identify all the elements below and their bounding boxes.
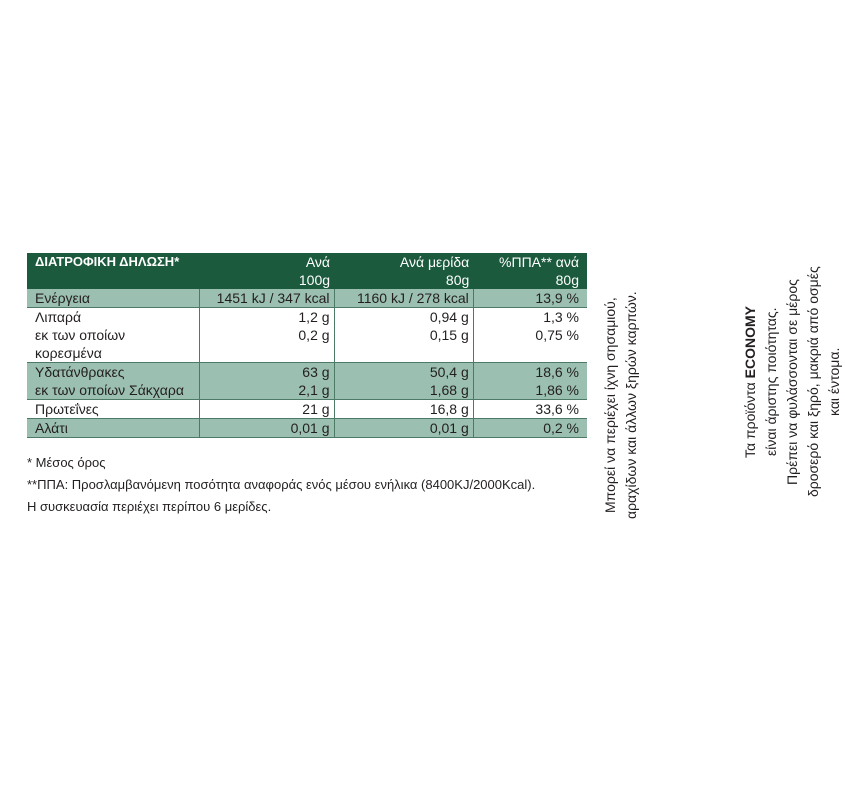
nutrition-label xyxy=(27,253,587,518)
value-sugars-serving: 1,68 g xyxy=(429,382,469,398)
storage-line-1: Πρέπει να φυλάσσονται σε μέρος xyxy=(784,279,800,485)
column-per-100g-line2: 100g xyxy=(298,272,331,288)
row-per100: 1451 kJ / 347 kcal xyxy=(200,289,334,308)
allergen-line-2: αραχίδων και άλλων ξηρών καρπών. xyxy=(623,291,639,519)
quality-line-2: είναι άριστης ποιότητας. xyxy=(763,307,779,457)
row-label-saturated: εκ των οποίων κορεσμένα xyxy=(35,327,126,361)
value-carbs-ria: 18,6 % xyxy=(535,364,579,380)
value-sugars-ria: 1,86 % xyxy=(535,382,579,398)
column-ria xyxy=(473,253,587,289)
table-header-row xyxy=(27,253,587,289)
quality-prefix: Τα προϊόντα xyxy=(742,382,758,458)
footnote-servings: Η συσκευασία περιέχει περίπου 6 μερίδες. xyxy=(27,499,272,514)
row-label-fat: Λιπαρά xyxy=(35,309,82,325)
allergen-line-1: Μπορεί να περιέχει ίχνη σησαμιού, xyxy=(602,297,618,513)
value-saturated-serving: 0,15 g xyxy=(429,327,469,343)
value-carbs-per100: 63 g xyxy=(302,364,330,380)
storage-line-3: και έντομα. xyxy=(826,347,842,417)
row-label xyxy=(27,308,200,363)
storage-line-2: δροσερό και ξηρό, μακριά από οσμές xyxy=(805,266,821,498)
footnote-average: * Μέσος όρος xyxy=(27,455,106,470)
row-ria: 0,2 % xyxy=(473,419,587,438)
column-ria-line2: 80g xyxy=(555,272,579,288)
value-carbs-serving: 50,4 g xyxy=(429,364,469,380)
table-row-protein xyxy=(27,400,587,419)
row-serving xyxy=(334,308,473,363)
table-row-fat xyxy=(27,308,587,363)
footnote-ria-definition: **ΠΠΑ: Προσλαμβανόμενη ποσότητα αναφοράς ενός μέσου ενήλικα (8400KJ/2000Kcal). xyxy=(27,477,536,492)
column-per-serving xyxy=(334,253,473,289)
row-per100 xyxy=(200,363,334,400)
value-fat-per100: 1,2 g xyxy=(298,309,330,325)
row-per100 xyxy=(200,308,334,363)
column-per-serving-line2: 80g xyxy=(445,272,470,288)
row-per100: 21 g xyxy=(200,400,334,419)
row-per100: 0,01 g xyxy=(200,419,334,438)
value-saturated-ria: 0,75 % xyxy=(535,327,579,343)
row-serving xyxy=(334,363,473,400)
column-per-100g xyxy=(200,253,334,289)
table-row-energy xyxy=(27,289,587,308)
row-ria: 13,9 % xyxy=(473,289,587,308)
table-row-carbs xyxy=(27,363,587,400)
table-title: ΔΙΑΤΡΟΦΙΚΗ ΔΗΛΩΣΗ* xyxy=(27,253,200,289)
nutrition-table xyxy=(27,253,587,438)
value-saturated-per100: 0,2 g xyxy=(298,327,330,343)
row-ria xyxy=(473,363,587,400)
table-row-salt xyxy=(27,419,587,438)
row-label-carbs: Υδατάνθρακες xyxy=(35,364,125,380)
column-per-serving-line1: Ανά μερίδα xyxy=(399,254,470,270)
allergen-text xyxy=(600,245,642,565)
column-per-100g-line1: Ανά xyxy=(305,254,331,270)
column-ria-line1: %ΠΠΑ** ανά xyxy=(499,254,579,270)
row-label: Πρωτεΐνες xyxy=(27,400,200,419)
row-label xyxy=(27,363,200,400)
value-fat-ria: 1,3 % xyxy=(543,309,579,325)
row-ria: 33,6 % xyxy=(473,400,587,419)
row-serving: 16,8 g xyxy=(334,400,473,419)
row-serving: 0,01 g xyxy=(334,419,473,438)
row-label: Αλάτι xyxy=(27,419,200,438)
row-label-sugars: εκ των οποίων Σάκχαρα xyxy=(35,382,184,398)
quality-line-1 xyxy=(740,232,761,532)
footnotes xyxy=(27,452,587,518)
quality-storage-text xyxy=(740,232,845,532)
row-ria xyxy=(473,308,587,363)
brand-name: ECONOMY xyxy=(742,306,758,379)
row-label: Ενέργεια xyxy=(27,289,200,308)
row-serving: 1160 kJ / 278 kcal xyxy=(334,289,473,308)
value-sugars-per100: 2,1 g xyxy=(298,382,330,398)
value-fat-serving: 0,94 g xyxy=(429,309,469,325)
